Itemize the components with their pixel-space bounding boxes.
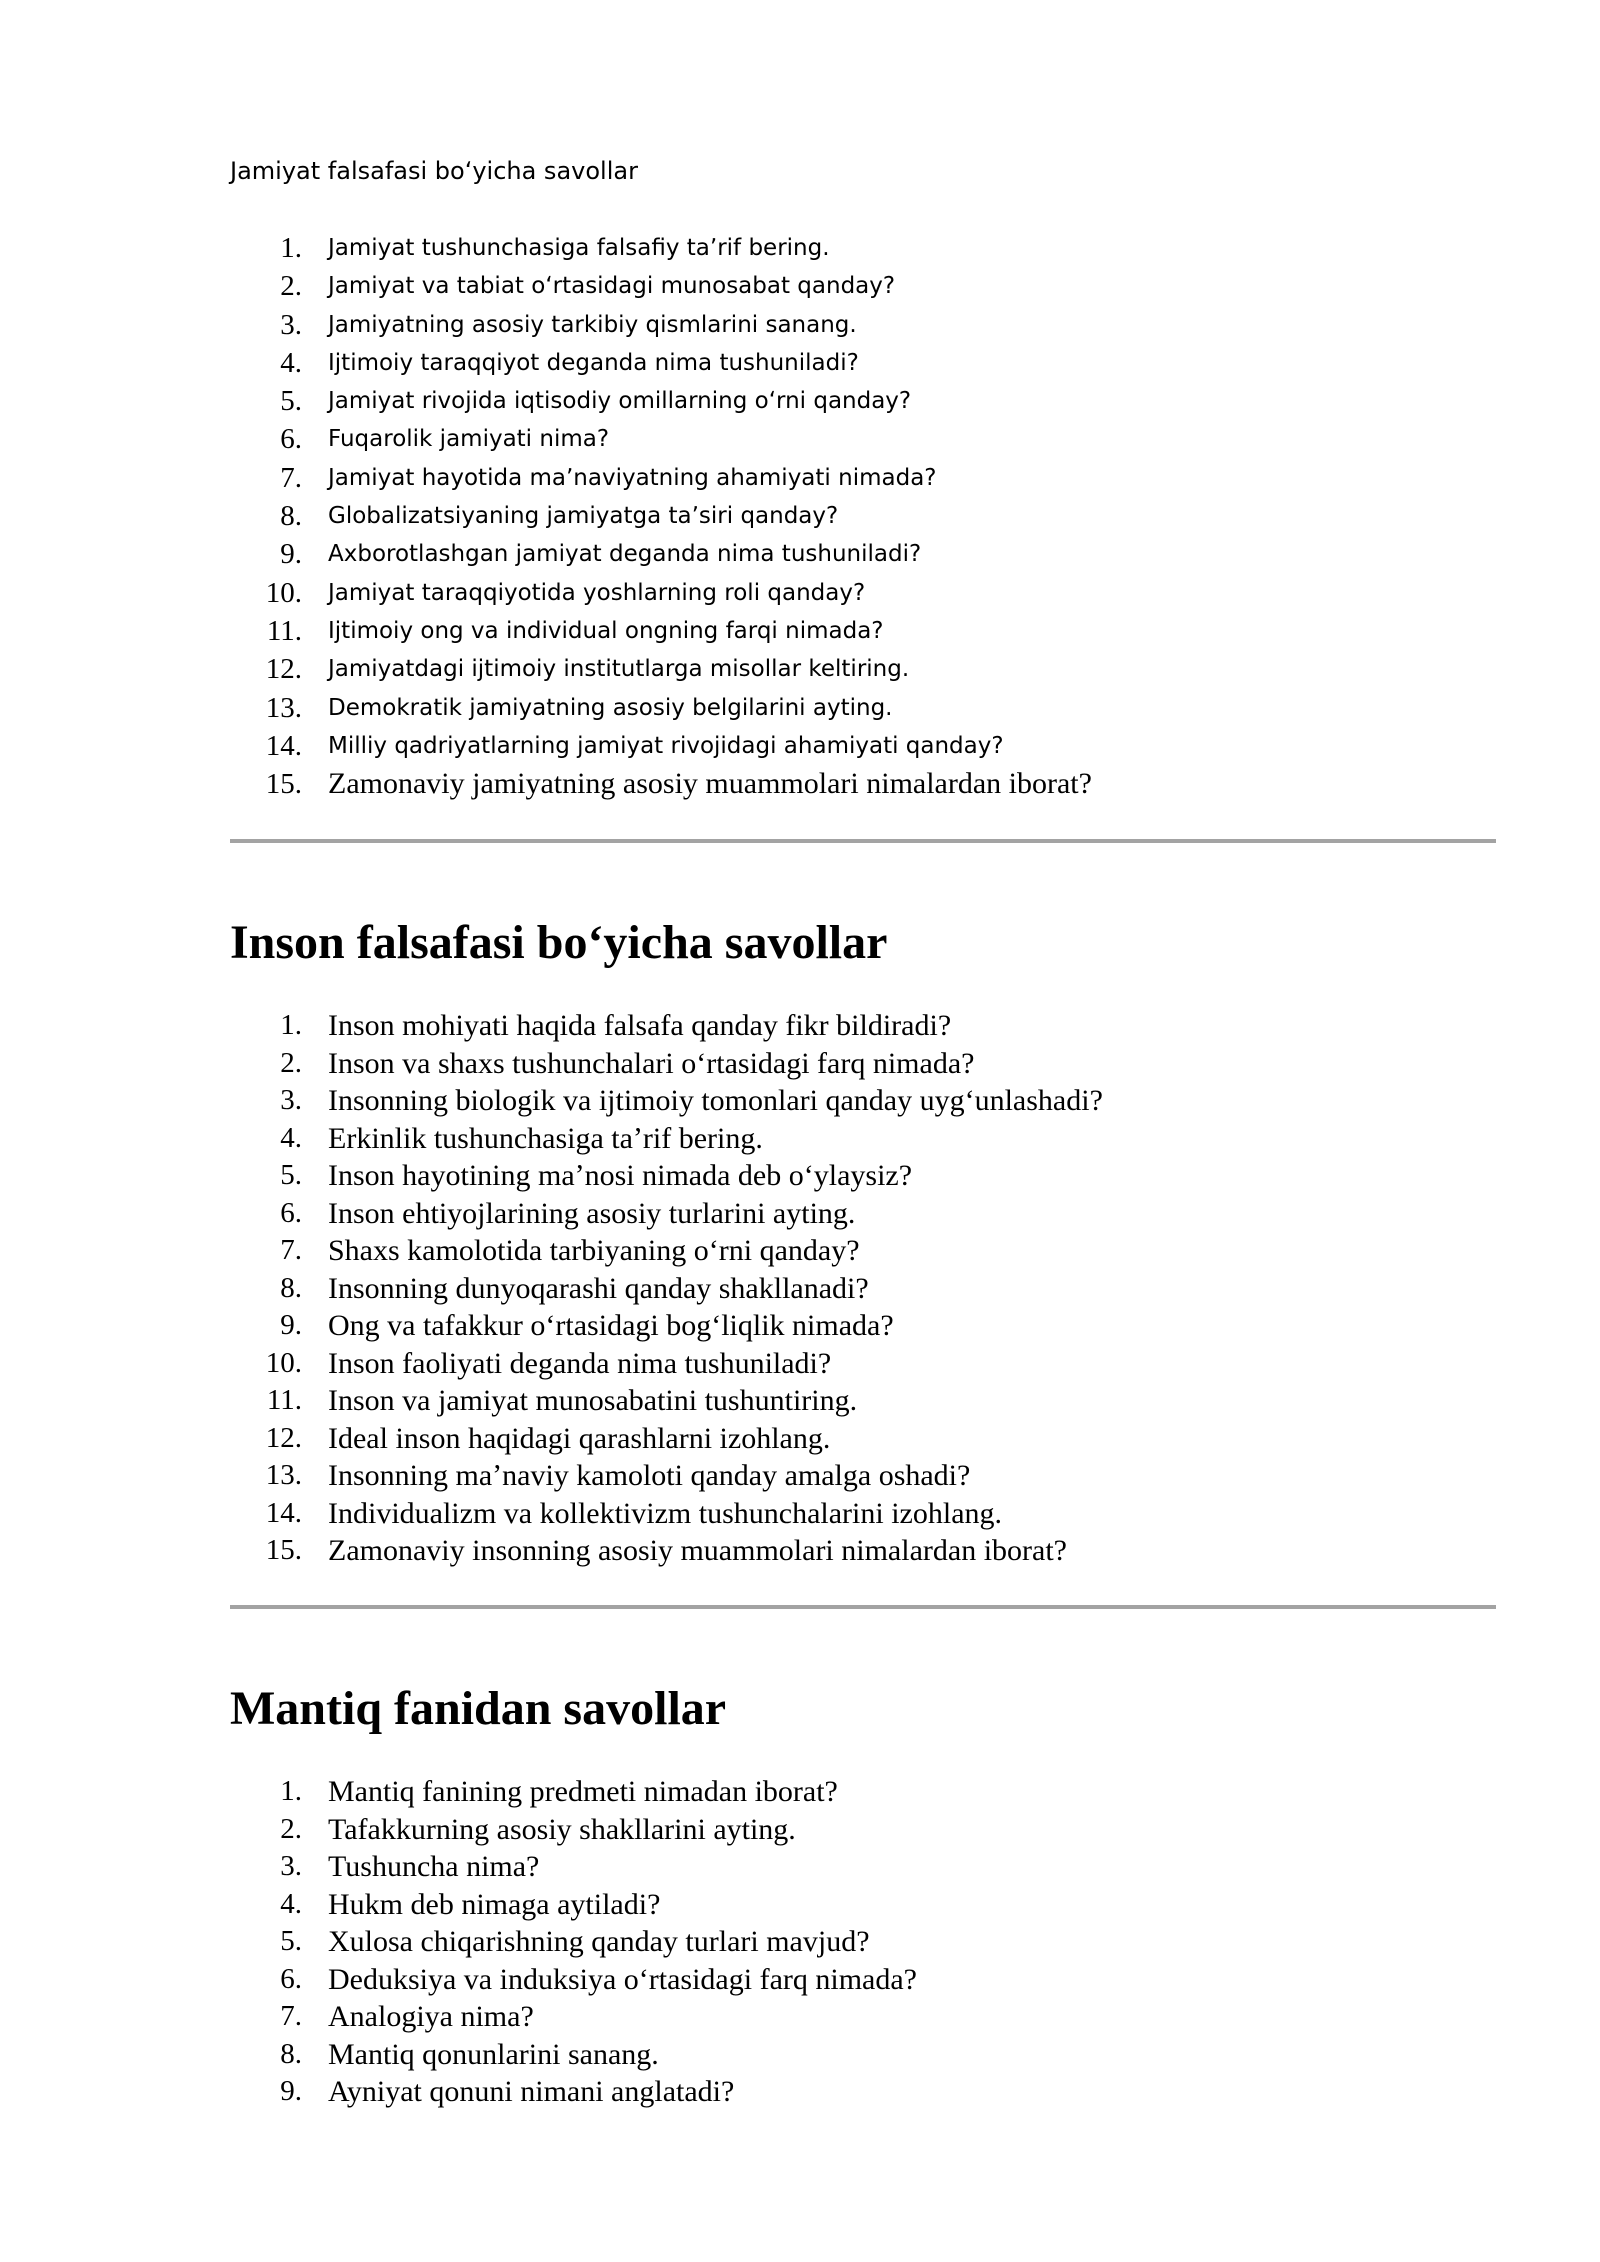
item-number: 2. [280,270,302,303]
list-item [230,650,1092,688]
list-item [230,1848,917,1886]
item-text: Tushuncha nima? [328,1850,540,1883]
list-item [230,229,1092,267]
item-number: 6. [280,423,302,456]
item-text: Erkinlik tushunchasiga taʼrif bering. [328,1121,763,1155]
list-item [230,267,1092,305]
item-number: 10. [265,576,302,609]
item-text: Shaxs kamolotida tarbiyaning oʻrni qanday? [328,1234,860,1267]
item-text: Ijtimoiy ong va individual ongning farqi nimada? [328,617,884,644]
list-item [230,612,1092,650]
list-item [230,1495,1103,1533]
list-item [230,765,1092,803]
item-number: 10. [265,1346,302,1379]
list-item [230,1420,1103,1458]
item-number: 8. [280,500,302,533]
item-number: 15. [265,1534,302,1566]
item-number: 4. [280,1121,302,1154]
item-number: 5. [280,1925,302,1957]
item-number: 12. [265,653,302,686]
item-number: 13. [265,1459,302,1491]
item-text: Inson mohiyati haqida falsafa qanday fikr bildiradi? [328,1009,952,1042]
item-text: Mantiq qonunlarini sanang. [328,2037,659,2071]
item-text: Inson va shaxs tushunchalari oʻrtasidagi farq nimada? [328,1046,975,1080]
list-item [230,727,1092,765]
item-number: 1. [280,1009,302,1041]
item-number: 4. [280,1887,302,1920]
item-number: 1. [280,1775,302,1807]
list-item [230,306,1092,344]
item-text: Xulosa chiqarishning qanday turlari mavjud? [328,1925,870,1958]
list-item [230,1195,1103,1233]
item-text: Jamiyatdagi ijtimoiy institutlarga misollar keltiring. [328,656,910,683]
item-number: 6. [280,1962,302,1995]
list-item [230,535,1092,573]
section3-question-list [230,1773,917,2111]
list-item [230,1961,917,1999]
section3-heading: Mantiq fanidan savollar [230,1682,727,1735]
item-text: Mantiq fanining predmeti nimadan iborat? [328,1775,838,1808]
section2-question-list [230,1007,1103,1570]
item-text: Milliy qadriyatlarning jamiyat rivojidagi ahamiyati qanday? [328,732,1004,759]
list-item [230,574,1092,612]
item-text: Analogiya nima? [328,2000,534,2033]
section1-question-list [230,229,1092,803]
item-number: 7. [280,461,302,494]
list-item [230,1998,917,2036]
item-text: Demokratik jamiyatning asosiy belgilarini ayting. [328,694,893,721]
item-text: Individualizm va kollektivizm tushunchalarini izohlang. [328,1496,1003,1530]
list-item [230,344,1092,382]
item-text: Jamiyat tushunchasiga falsafiy taʼrif bering. [328,235,830,261]
list-item [230,497,1092,535]
item-text: Tafakkurning asosiy shakllarini ayting. [328,1812,796,1846]
item-number: 15. [265,768,302,801]
item-text: Ayniyat qonuni nimani anglatadi? [328,2075,735,2108]
item-text: Hukm deb nimaga aytiladi? [328,1887,661,1921]
item-text: Inson ehtiyojlarining asosiy turlarini ayting. [328,1196,856,1230]
item-number: 13. [265,691,302,724]
item-text: Inson va jamiyat munosabatini tushuntiring. [328,1384,858,1417]
item-text: Insonning maʼnaviy kamoloti qanday amalga oshadi? [328,1459,971,1492]
item-text: Inson hayotining maʼnosi nimada deb oʻylaysiz? [328,1159,913,1192]
item-number: 6. [280,1196,302,1229]
section-divider [230,839,1496,843]
item-number: 1. [280,232,302,264]
item-number: 11. [266,614,302,647]
item-number: 8. [280,1271,302,1304]
item-number: 14. [265,1496,302,1529]
list-item [230,1811,917,1849]
list-item [230,1532,1103,1570]
item-text: Globalizatsiyaning jamiyatga taʼsiri qanday? [328,503,839,530]
item-number: 4. [280,346,302,379]
list-item [230,459,1092,497]
list-item [230,1120,1103,1158]
list-item [230,1157,1103,1195]
item-text: Jamiyatning asosiy tarkibiy qismlarini sanang. [328,311,857,338]
item-text: Jamiyat taraqqiyotida yoshlarning roli qanday? [328,579,866,606]
section1-title: Jamiyat falsafasi boʻyicha savollar [230,157,638,185]
list-item [230,689,1092,727]
item-text: Ijtimoiy taraqqiyot deganda nima tushuniladi? [328,349,859,376]
item-number: 12. [265,1421,302,1454]
list-item [230,1082,1103,1120]
item-text: Insonning biologik va ijtimoiy tomonlari qanday uygʻunlashadi? [328,1084,1103,1117]
list-item [230,2073,917,2111]
item-number: 5. [280,1159,302,1191]
list-item [230,1923,917,1961]
item-number: 9. [280,1309,302,1341]
item-text: Jamiyat va tabiat oʻrtasidagi munosabat qanday? [328,273,896,300]
section2-heading: Inson falsafasi boʻyicha savollar [230,916,888,969]
list-item [230,1886,917,1924]
item-number: 11. [266,1384,302,1416]
list-item [230,1345,1103,1383]
item-text: Jamiyat rivojida iqtisodiy omillarning oʻrni qanday? [328,388,912,415]
list-item [230,1007,1103,1045]
item-number: 5. [280,385,302,418]
item-number: 9. [280,538,302,571]
list-item [230,420,1092,458]
item-text: Zamonaviy insonning asosiy muammolari nimalardan iborat? [328,1534,1067,1567]
list-item [230,1270,1103,1308]
list-item [230,2036,917,2074]
list-item [230,1382,1103,1420]
list-item [230,1457,1103,1495]
section-divider [230,1605,1496,1609]
item-number: 14. [265,729,302,762]
item-text: Fuqarolik jamiyati nima? [328,426,610,453]
list-item [230,1307,1103,1345]
item-text: Ong va tafakkur oʻrtasidagi bogʻliqlik nimada? [328,1309,894,1342]
list-item [230,1773,917,1811]
list-item [230,382,1092,420]
item-number: 7. [280,1234,302,1266]
item-number: 8. [280,2037,302,2070]
item-number: 7. [280,2000,302,2032]
item-number: 3. [280,308,302,341]
item-text: Zamonaviy jamiyatning asosiy muammolari nimalardan iborat? [328,767,1092,801]
item-number: 3. [280,1850,302,1882]
item-number: 9. [280,2075,302,2107]
item-text: Jamiyat hayotida maʼnaviyatning ahamiyati nimada? [328,464,937,491]
item-text: Inson faoliyati deganda nima tushuniladi? [328,1346,832,1380]
item-text: Deduksiya va induksiya oʻrtasidagi farq nimada? [328,1962,917,1996]
item-number: 3. [280,1084,302,1116]
item-text: Ideal inson haqidagi qarashlarni izohlang. [328,1421,831,1455]
item-number: 2. [280,1046,302,1079]
list-item [230,1232,1103,1270]
item-text: Axborotlashgan jamiyat deganda nima tushuniladi? [328,541,922,568]
item-number: 2. [280,1812,302,1845]
list-item [230,1045,1103,1083]
item-text: Insonning dunyoqarashi qanday shakllanadi? [328,1271,869,1305]
